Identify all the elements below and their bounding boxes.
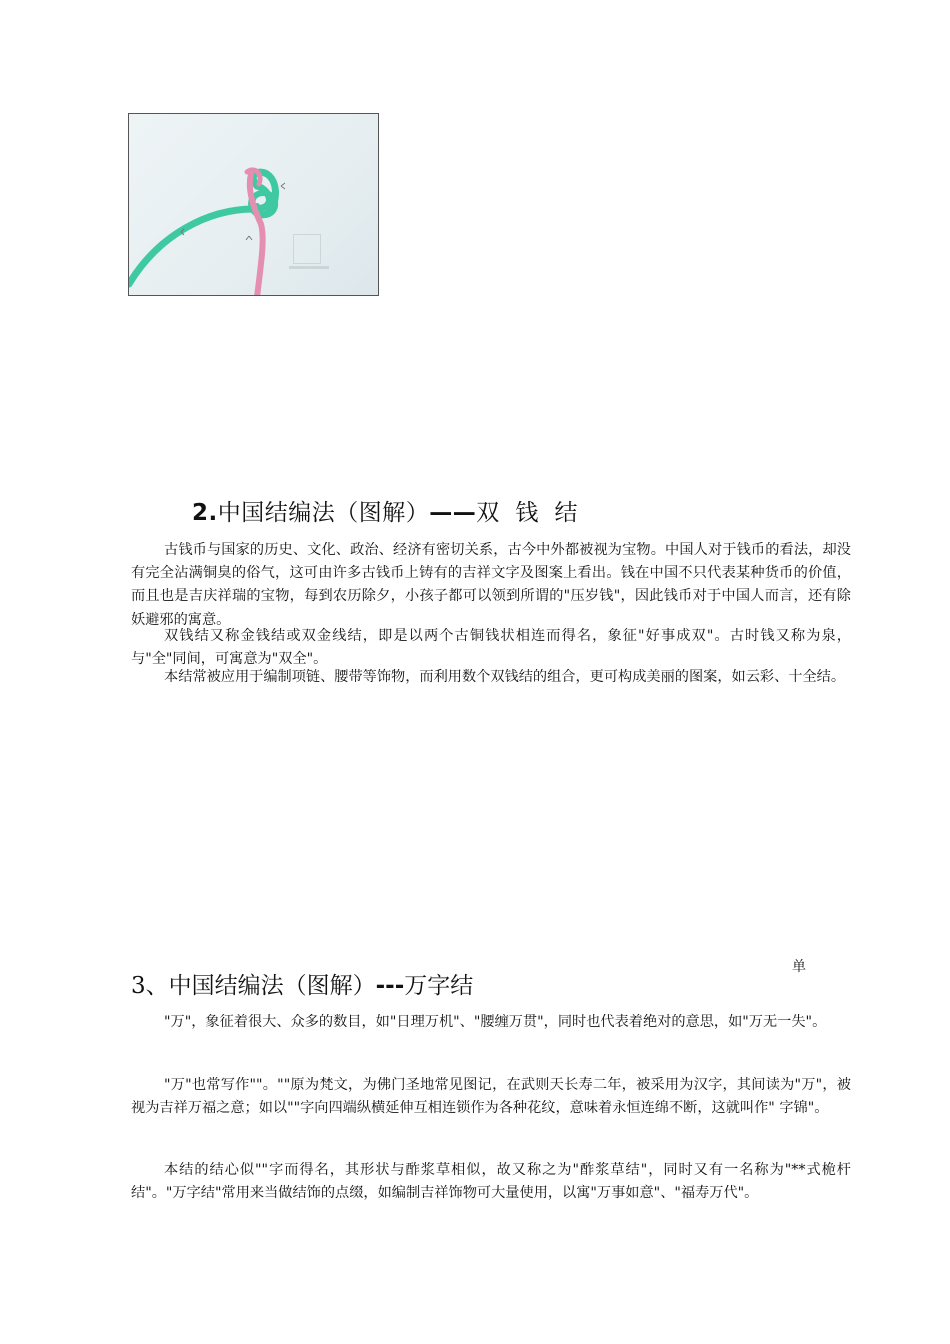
section3-number: 3、: [131, 973, 169, 999]
section2-dash: ——: [429, 500, 477, 526]
section2-paragraph-1: 古钱币与国家的历史、文化、政治、经济有密切关系，古今中外都被视为宝物。中国人对于钱币的看法，却没有完全沾满铜臭的俗气，这可由许多古钱币上铸有的吉祥文字及图案上看出。钱在中国不只代表某种货币的价值，而且也是吉庆祥瑞的宝物，每到农历除夕，小孩子都可以领到所谓的"压岁钱"，因此钱币对于中国人而言，还有除妖避邪的寓意。: [131, 542, 851, 628]
section2-heading: [192, 494, 578, 527]
section2-number: 2.: [192, 500, 218, 526]
section3-dash: ---: [375, 973, 405, 999]
section2-paragraph-3: 本结常被应用于编制项链、腰带等饰物，而利用数个双钱结的组合，更可构成美丽的图案，如云彩、十全结。: [164, 669, 846, 685]
section3-paragraph-2: "万"也常写作""。""原为梵文，为佛门圣地常见图记，在武则天长寿二年，被采用为汉字，其间读为"万"，被视为吉祥万福之意；如以""字向四端纵横延伸互相连锁作为各种花纹，意味着永恒连绵不断，这就叫作" 字锦"。: [131, 1077, 851, 1117]
section2-name: 双 钱 结: [476, 500, 578, 526]
section2-paragraph-2: 双钱结又称金钱结或双金线结，即是以两个古铜钱状相连而得名，象征"好事成双"。古时钱又称为泉，与"全"同间，可寓意为"双全"。: [131, 628, 851, 668]
seal-caption-mark: [289, 266, 329, 269]
seal-mark-icon: [293, 234, 321, 264]
section3-title: 中国结编法（图解）: [168, 973, 376, 999]
section3-paragraph-3: 本结的结心似""字而得名，其形状与酢浆草相似，故又称之为"酢浆草结"，同时又有一名称为"**式桅杆结"。"万字结"常用来当做结饰的点缀，如编制吉祥饰物可大量使用，以寓"万事如意"、"福寿万代"。: [131, 1162, 851, 1202]
knot-photo: [128, 113, 379, 296]
section3-paragraph-1: "万"，象征着很大、众多的数目，如"日理万机"、"腰缠万贯"，同时也代表着绝对的意思，如"万无一失"。: [164, 1014, 827, 1030]
section3-heading: [131, 967, 473, 1000]
section3-name: 万字结: [404, 973, 474, 999]
knot-illustration: [129, 114, 379, 296]
stray-character: 单: [792, 959, 806, 975]
section2-title: 中国结编法（图解）: [217, 500, 430, 526]
